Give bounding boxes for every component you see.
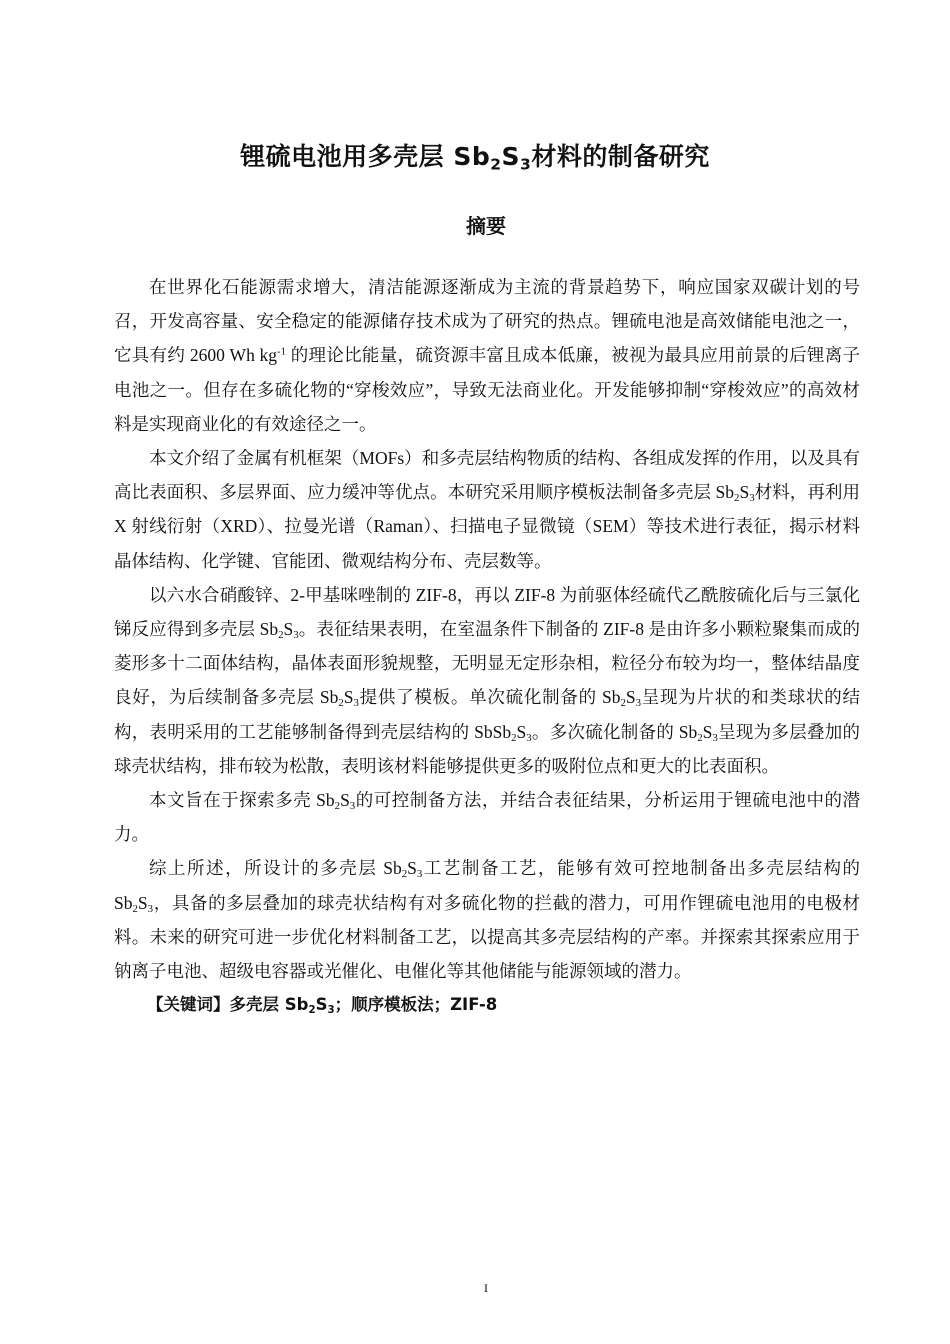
abstract-heading: 摘要 [466,214,506,238]
abstract-body [114,270,860,1022]
abstract-paragraph-4: 本文旨在于探索多壳 $Sb_2S_3$的可控制备方法，并结合表征结果，分析运用于锂硫电池中的潜力。 [114,790,860,845]
abstract-paragraph-2: 本文介绍了金属有机框架（MOFs）和多壳层结构物质的结构、各组成发挥的作用，以及具有高比表面积、多层界面、应力缓冲等优点。本研究采用顺序模板法制备多壳层 $Sb_2S_3$材料，再利用 X 射线衍射（XRD）、拉曼光谱（Raman）、扫描电子显微镜（SEM）等技术进行表征，揭示材料晶体结构、化学键、官能团、微观结构分布、壳层数等。 [114,448,860,571]
title-subscript: 3 [520,155,532,174]
page-number: I [484,1281,488,1295]
abstract-paragraph-5: 综上所述，所设计的多壳层 $Sb_2S_3$工艺制备工艺，能够有效可控地制备出多壳层结构的 $Sb_2S_3$，具备的多层叠加的球壳状结构有对多硫化物的拦截的潜力，可用作锂硫电池用的电极材料。未来的研究可进一步优化材料制备工艺，以提高其多壳层结构的产率。并探索其探索应用于钠离子电池、超级电容器或光催化、电催化等其他储能与能源领域的潜力。 [114,858,861,982]
unit-superscript: -1 [277,345,287,358]
keywords-line: 【关键词】多壳层 $Sb_2S_3$；顺序模板法；ZIF-8 [147,995,498,1017]
abstract-paragraph-3: 以六水合硝酸锌、2-甲基咪唑制的 ZIF-8，再以 ZIF-8 为前驱体经硫代乙酰胺硫化后与三氯化锑反应得到多壳层 $Sb_2S_3$。表征结果表明，在室温条件下制备的 ZIF-8 是由许多小颗粒聚集而成的菱形多十二面体结构，晶体表面形貌规整，无明显无定形杂相，粒径分布较为均一，整体结晶度良好，为后续制备多壳层 $Sb_2S_3$提供了模板。单次硫化制备的 $Sb_2S_3$呈现为片状的和类球状的结构，表明采用的工艺能够制备得到壳层结构的 $SbSb_2S_3$。多次硫化制备的 $Sb_2S_3$呈现为多层叠加的球壳状结构，排布较为松散，表明该材料能够提供更多的吸附位点和更大的比表面积。 [114,584,861,776]
abstract-paragraph-1: 在世界化石能源需求增大，清洁能源逐渐成为主流的背景趋势下，响应国家双碳计划的号召，开发高容量、安全稳定的能源储存技术成为了研究的热点。锂硫电池是高效储能电池之一，它具有约 2600 Wh $kg^{-1}$ 的理论比能量，硫资源丰富且成本低廉，被视为最具应用前景的后锂离子电池之一。但存在多硫化物的“穿梭效应”，导致无法商业化。开发能够抑制“穿梭效应”的高效材料是实现商业化的有效途径之一。 [114,277,860,434]
title-text: 锂硫电池用多壳层 Sb [240,142,491,171]
title-subscript: 2 [490,155,502,174]
title-text: 材料的制备研究 [531,142,710,171]
title-text: S [501,142,521,171]
document-title [0,137,950,177]
